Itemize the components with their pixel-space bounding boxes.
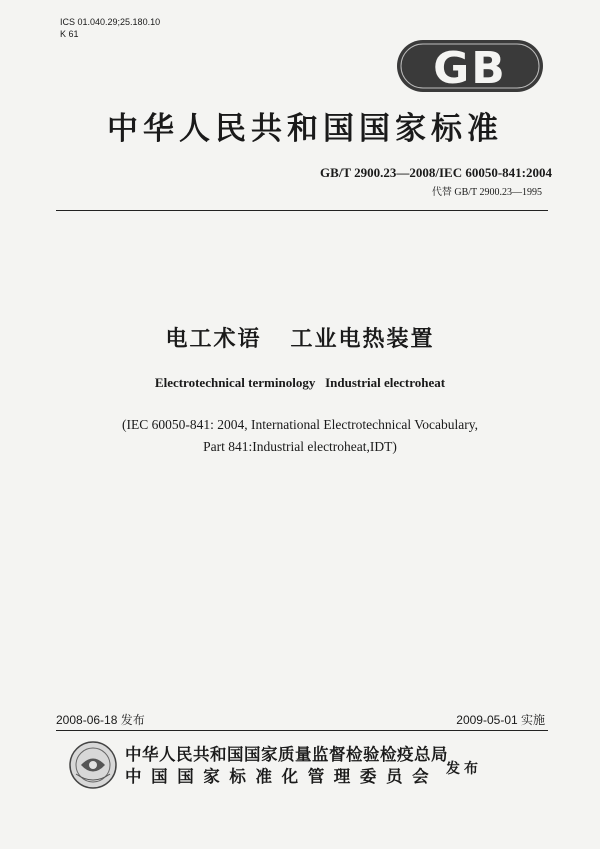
replaces-standard: 代替 GB/T 2900.23—1995	[431, 187, 542, 198]
top-divider	[56, 210, 548, 211]
standard-number: GB/T 2900.23—2008/IEC 60050-841:2004	[320, 165, 552, 180]
publish-label: 发布	[446, 761, 482, 777]
issuing-authorities	[125, 744, 448, 788]
implementation-date: 2009-05-01 实施	[456, 713, 545, 727]
adoption-note-line-2: Part 841:Industrial electroheat,IDT)	[203, 439, 397, 454]
classification-codes	[60, 16, 160, 40]
issuer-aqsiq: 中华人民共和国国家质量监督检验检疫总局	[125, 745, 448, 764]
adoption-note-line-1: (IEC 60050-841: 2004, International Electrotechnical Vocabulary,	[122, 417, 478, 432]
standard-title-english: Electrotechnical terminology Industrial electroheat	[154, 375, 446, 390]
adoption-note	[0, 414, 600, 458]
issuer-sac: 中国国家标准化管理委员会	[125, 767, 439, 786]
national-standard-title: 中华人民共和国国家标准	[107, 111, 503, 147]
gb-logo-text: GB	[433, 43, 507, 94]
gb-logo	[395, 36, 545, 96]
bottom-divider	[56, 730, 548, 731]
ccs-code: K 61	[60, 29, 79, 39]
issuer-seal-icon	[68, 740, 118, 790]
issue-date: 2008-06-18 发布	[56, 713, 145, 727]
standard-title-chinese: 电工术语 工业电热装置	[165, 327, 435, 352]
ics-code: ICS 01.040.29;25.180.10	[60, 17, 161, 27]
